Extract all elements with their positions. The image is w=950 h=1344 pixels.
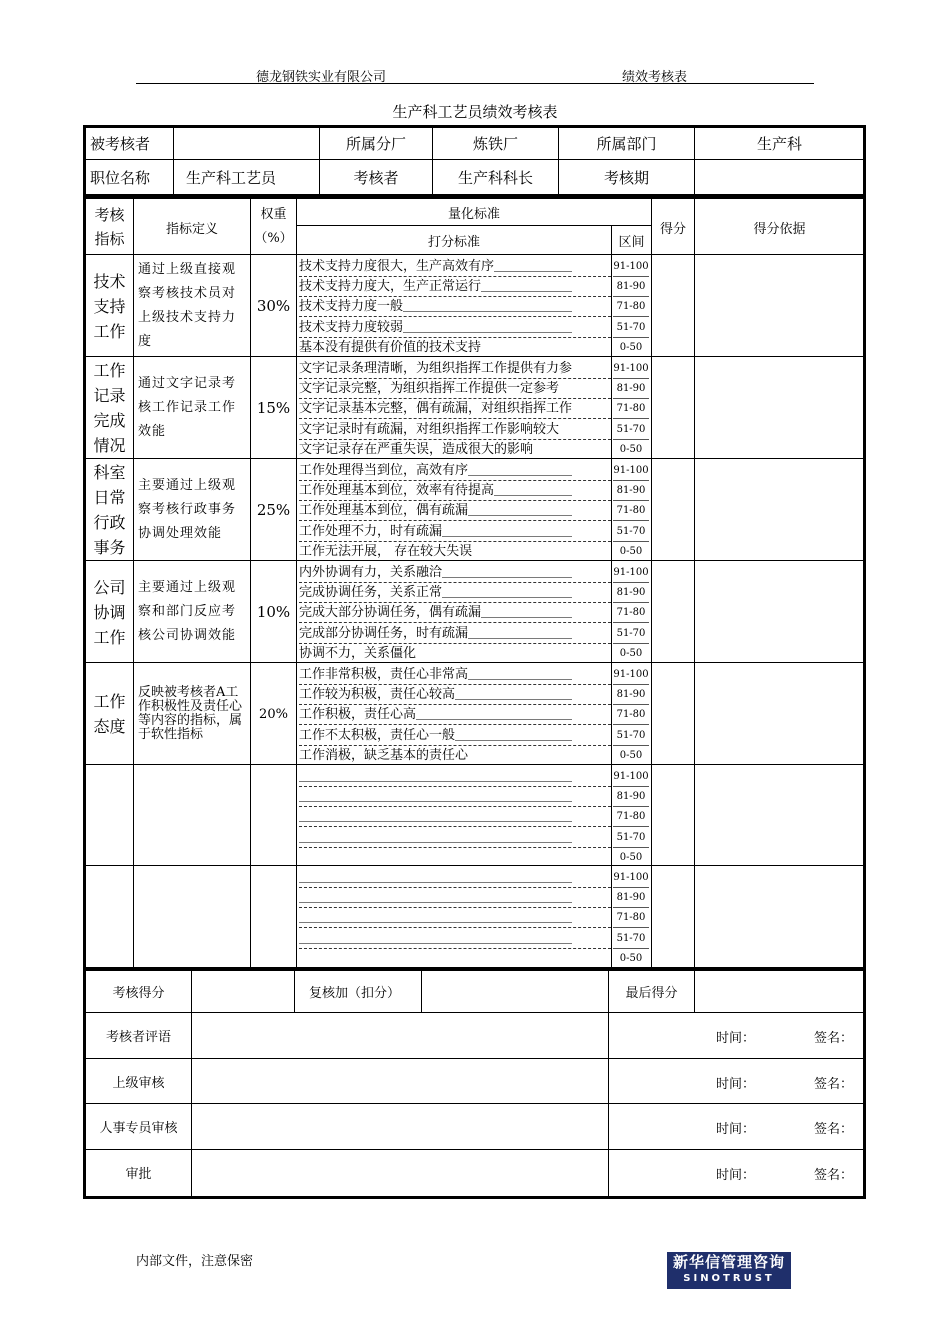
indicator-definition: 通过上级直接观察考核技术员对上级技术支持力度	[138, 262, 237, 349]
scoring-criterion: 技术支持力度很大，生产高效有序＿＿＿＿＿＿	[299, 257, 611, 277]
indicator-weight: 25%	[256, 501, 291, 519]
scoring-criterion: 文字记录完整，为组织指挥工作提供一定参考	[299, 379, 611, 399]
score-range: 51-70	[613, 522, 649, 542]
score-label: 考核得分	[112, 986, 165, 1001]
score-range: 71-80	[613, 603, 649, 623]
score-range: 91-100	[613, 767, 649, 787]
scoring-criterion: 工作积极，责任心高＿＿＿＿＿＿＿＿＿＿＿＿	[299, 705, 611, 725]
scoring-criterion: 完成协调任务，关系正常＿＿＿＿＿＿＿＿＿＿	[299, 583, 611, 603]
score-range: 91-100	[613, 257, 649, 277]
scoring-criterion: 工作非常积极，责任心非常高＿＿＿＿＿＿＿＿	[299, 665, 611, 685]
scoring-criterion: 完成部分协调任务，时有疏漏＿＿＿＿＿＿＿＿	[299, 624, 611, 644]
approval-time: 时间：	[716, 1168, 756, 1183]
indicator-weight: 20%	[259, 706, 288, 722]
scoring-criterion: 工作处理基本到位，效率有待提高＿＿＿＿＿＿	[299, 481, 611, 501]
final-label: 最后得分	[625, 986, 678, 1001]
scoring-criterion: 技术支持力度一般＿＿＿＿＿＿＿＿＿＿＿＿＿	[299, 297, 611, 317]
indicator-weight: 15%	[256, 399, 291, 417]
scoring-criterion: ＿＿＿＿＿＿＿＿＿＿＿＿＿＿＿＿＿＿＿＿＿	[299, 807, 611, 827]
approval-comment[interactable]	[192, 1150, 608, 1195]
scoring-criterion: 工作较为积极，责任心较高＿＿＿＿＿＿＿＿＿	[299, 685, 611, 705]
approval-label: 人事专员审核	[99, 1121, 178, 1136]
scoring-criterion: 工作处理不力，时有疏漏＿＿＿＿＿＿＿＿＿＿	[299, 522, 611, 542]
scoring-criterion: 技术支持力度较弱＿＿＿＿＿＿＿＿＿＿＿＿＿	[299, 318, 611, 338]
score-range: 51-70	[613, 929, 649, 949]
branch-label: 所属分厂	[345, 134, 406, 153]
scoring-criterion: 工作消极，缺乏基本的责任心	[299, 747, 469, 763]
scoring-criterion: ＿＿＿＿＿＿＿＿＿＿＿＿＿＿＿＿＿＿＿＿＿	[299, 828, 611, 848]
score-range: 71-80	[613, 297, 649, 317]
scoring-criterion: 工作无法开展， 存在较大失误	[299, 543, 473, 559]
page-title: 生产科工艺员绩效考核表	[392, 103, 558, 121]
basis-input[interactable]	[695, 255, 864, 356]
dept-value: 生产科	[756, 134, 802, 153]
score-range: 81-90	[613, 685, 649, 705]
indicator-definition: 通过文字记录考核工作记录工作效能	[138, 376, 237, 439]
approval-label: 上级审核	[112, 1076, 165, 1091]
sinotrust-logo: 新华信管理咨询 SINOTRUST	[667, 1252, 791, 1289]
scoring-criterion: 协调不力，关系僵化	[299, 645, 417, 661]
final-input[interactable]	[695, 971, 864, 1012]
score-input[interactable]	[652, 663, 694, 764]
score-range: 81-90	[613, 277, 649, 297]
review-input[interactable]	[422, 971, 608, 1012]
examinee-value[interactable]	[174, 127, 319, 159]
score-range: 91-100	[613, 665, 649, 685]
scoring-criterion: ＿＿＿＿＿＿＿＿＿＿＿＿＿＿＿＿＿＿＿＿＿	[299, 767, 611, 787]
approval-time: 时间：	[716, 1077, 756, 1092]
scoring-criterion: 工作处理基本到位，偶有疏漏＿＿＿＿＿＿＿＿	[299, 501, 611, 521]
score-range: 0-50	[619, 545, 643, 557]
approval-signature: 签名：	[814, 1031, 854, 1046]
examiner-value: 生产科科长	[457, 169, 533, 187]
approval-comment[interactable]	[192, 1013, 608, 1058]
review-label: 复核加（扣分）	[309, 986, 401, 1001]
indicator-name: 工作记录完成情况	[93, 361, 126, 455]
approval-label: 审批	[125, 1167, 152, 1182]
basis-input[interactable]	[695, 765, 864, 866]
col-basis: 得分依据	[753, 221, 806, 237]
scoring-criterion: 文字记录时有疏漏，对组织指挥工作影响较大	[299, 420, 611, 440]
approval-signature: 签名：	[814, 1077, 854, 1092]
col-indicator: 考核指标	[94, 206, 125, 248]
period-label: 考核期	[603, 169, 649, 187]
score-range: 91-100	[613, 868, 649, 888]
scoring-criterion: 内外协调有力，关系融洽＿＿＿＿＿＿＿＿＿＿	[299, 563, 611, 583]
dept-label: 所属部门	[596, 134, 657, 153]
col-scoring: 打分标准	[427, 234, 480, 250]
score-range: 81-90	[613, 583, 649, 603]
score-range: 81-90	[613, 888, 649, 908]
col-definition: 指标定义	[165, 221, 218, 237]
score-input[interactable]	[652, 866, 694, 967]
scoring-criterion: ＿＿＿＿＿＿＿＿＿＿＿＿＿＿＿＿＿＿＿＿＿	[299, 929, 611, 949]
company-name: 德龙钢铁实业有限公司	[256, 70, 387, 85]
indicator-definition: 主要通过上级观察考核行政事务协调处理效能	[138, 478, 237, 541]
scoring-criterion: 文字记录存在严重失误，造成很大的影响	[299, 441, 534, 457]
score-range: 91-100	[613, 563, 649, 583]
scoring-criterion: 完成大部分协调任务，偶有疏漏＿＿＿＿＿＿＿	[299, 603, 611, 623]
position-label: 职位名称	[90, 169, 151, 187]
col-range: 区间	[618, 234, 645, 250]
scoring-criterion: 工作不太积极，责任心一般＿＿＿＿＿＿＿＿＿	[299, 726, 611, 746]
indicator-name	[86, 765, 133, 867]
indicator-weight: 10%	[256, 603, 291, 621]
score-range: 71-80	[613, 705, 649, 725]
doc-type: 绩效考核表	[622, 70, 688, 85]
basis-input[interactable]	[695, 561, 864, 662]
score-range: 0-50	[619, 341, 643, 353]
approval-signature: 签名：	[814, 1168, 854, 1183]
col-weight: 权重（%）	[254, 207, 293, 246]
scoring-criterion: ＿＿＿＿＿＿＿＿＿＿＿＿＿＿＿＿＿＿＿＿＿	[299, 908, 611, 928]
scoring-criterion: ＿＿＿＿＿＿＿＿＿＿＿＿＿＿＿＿＿＿＿＿＿	[299, 888, 611, 908]
scoring-criterion: ＿＿＿＿＿＿＿＿＿＿＿＿＿＿＿＿＿＿＿＿＿	[299, 868, 611, 888]
score-range: 0-50	[619, 851, 643, 863]
indicator-weight	[251, 765, 296, 867]
indicator-weight	[251, 866, 296, 968]
score-range: 71-80	[613, 807, 649, 827]
indicator-definition	[134, 765, 250, 867]
approval-time: 时间：	[716, 1031, 756, 1046]
scoring-criterion: 工作处理得当到位，高效有序＿＿＿＿＿＿＿＿	[299, 461, 611, 481]
score-range: 91-100	[613, 359, 649, 379]
scoring-criterion: 基本没有提供有价值的技术支持	[299, 339, 482, 355]
basis-input[interactable]	[695, 866, 864, 967]
examinee-label: 被考核者	[90, 134, 151, 153]
score-range: 81-90	[613, 379, 649, 399]
approval-label: 考核者评语	[105, 1030, 171, 1045]
score-range: 71-80	[613, 399, 649, 419]
indicator-definition	[134, 866, 250, 968]
score-range: 51-70	[613, 726, 649, 746]
score-range: 91-100	[613, 461, 649, 481]
score-range: 71-80	[613, 908, 649, 928]
col-score: 得分	[659, 221, 686, 237]
approval-time: 时间：	[716, 1122, 756, 1137]
score-input[interactable]	[652, 561, 694, 662]
period-value[interactable]	[695, 160, 864, 195]
indicator-definition: 反映被考核者A工作积极性及责任心等内容的指标，属于软性指标	[138, 685, 243, 742]
score-range: 71-80	[613, 501, 649, 521]
scoring-criterion	[299, 949, 611, 969]
score-range: 51-70	[613, 420, 649, 440]
score-input[interactable]	[652, 765, 694, 866]
approval-comment[interactable]	[192, 1104, 608, 1149]
scoring-criterion: 文字记录基本完整，偶有疏漏，对组织指挥工作	[299, 399, 611, 419]
position-value: 生产科工艺员	[186, 169, 277, 187]
branch-value: 炼铁厂	[472, 134, 518, 153]
score-range: 0-50	[619, 647, 643, 659]
score-input[interactable]	[192, 971, 294, 1012]
score-range: 51-70	[613, 318, 649, 338]
score-range: 81-90	[613, 787, 649, 807]
score-input[interactable]	[652, 459, 694, 560]
approval-comment[interactable]	[192, 1059, 608, 1104]
basis-input[interactable]	[695, 357, 864, 458]
basis-input[interactable]	[695, 459, 864, 560]
score-range: 81-90	[613, 481, 649, 501]
indicator-name: 科室日常行政事务	[93, 463, 126, 557]
score-range: 0-50	[619, 443, 643, 455]
scoring-criterion: 技术支持力度大，生产正常运行＿＿＿＿＿＿＿	[299, 277, 611, 297]
approval-signature: 签名：	[814, 1122, 854, 1137]
confidential-note: 内部文件，注意保密	[136, 1254, 254, 1269]
score-range: 51-70	[613, 828, 649, 848]
score-range: 0-50	[619, 749, 643, 761]
indicator-definition: 主要通过上级观察和部门反应考核公司协调效能	[138, 580, 237, 643]
score-input[interactable]	[652, 255, 694, 356]
examiner-label: 考核者	[353, 169, 399, 187]
indicator-name: 公司协调工作	[93, 577, 126, 647]
indicator-name: 技术支持工作	[93, 271, 126, 341]
score-range: 0-50	[619, 952, 643, 964]
indicator-name: 工作态度	[93, 692, 126, 736]
basis-input[interactable]	[695, 663, 864, 764]
col-quant: 量化标准	[447, 207, 500, 222]
scoring-criterion: ＿＿＿＿＿＿＿＿＿＿＿＿＿＿＿＿＿＿＿＿＿	[299, 787, 611, 807]
scoring-criterion: 文字记录条理清晰，为组织指挥工作提供有力参	[299, 359, 611, 379]
indicator-weight: 30%	[256, 297, 291, 315]
score-range: 51-70	[613, 624, 649, 644]
score-input[interactable]	[652, 357, 694, 458]
indicator-name	[86, 866, 133, 968]
header-rule	[136, 83, 814, 84]
